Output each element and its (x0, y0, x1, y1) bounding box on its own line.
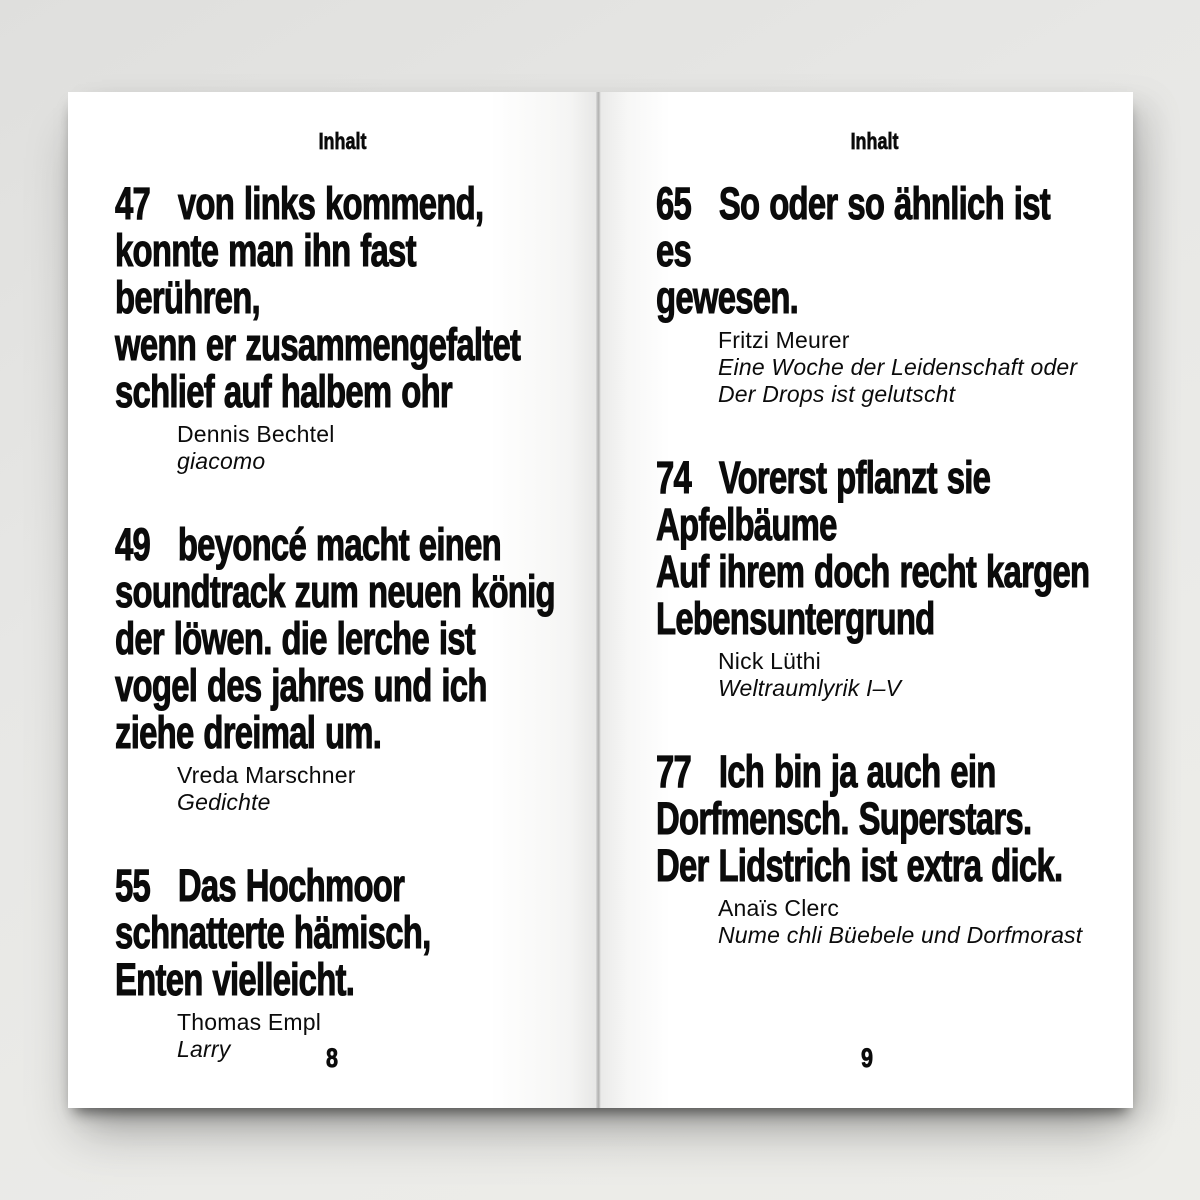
title-line: Apfelbäume (656, 499, 837, 550)
title-text: Vorerst pflanzt sie (718, 452, 991, 503)
title-line (115, 862, 570, 909)
entry-title (115, 862, 570, 1003)
title-line: vogel des jahres und ich (115, 660, 487, 711)
page-number: 9 (860, 1043, 874, 1073)
title-line: Dorfmensch. Superstars. (656, 793, 1032, 844)
entry-credit (177, 762, 570, 816)
title-line: soundtrack zum neuen könig (115, 566, 555, 617)
page-right (601, 92, 1133, 1108)
book-spread (68, 92, 1133, 1108)
title-line (656, 180, 1093, 274)
entry-target-page: 65 (656, 178, 692, 229)
entry-credit (718, 327, 1093, 408)
title-line: konnte man ihn fast berühren, (115, 225, 416, 323)
toc-entry-49 (115, 521, 570, 816)
author-name: Vreda Marschner (177, 762, 356, 788)
entry-title (656, 748, 1093, 889)
title-line: schlief auf halbem ohr (115, 366, 452, 417)
title-text: von links kommend, (177, 178, 484, 229)
entry-title (115, 180, 570, 415)
page-number: 8 (325, 1043, 339, 1073)
title-line: wenn er zusammengefaltet (115, 319, 521, 370)
title-text: So oder so ähnlich ist es (656, 178, 1050, 276)
title-line: Lebensuntergrund (656, 593, 935, 644)
entry-target-page: 55 (115, 860, 151, 911)
title-text: Das Hochmoor (177, 860, 405, 911)
title-line (115, 521, 570, 568)
work-title: Larry (177, 1036, 231, 1062)
toc-entry-74 (656, 454, 1093, 702)
toc-entry-55 (115, 862, 570, 1063)
toc-entry-77 (656, 748, 1093, 949)
page-header: Inhalt (318, 128, 367, 154)
title-text: Ich bin ja auch ein (718, 746, 996, 797)
author-name: Thomas Empl (177, 1009, 322, 1035)
entry-title (115, 521, 570, 756)
entry-credit (718, 895, 1093, 949)
entry-credit (177, 421, 570, 475)
entry-target-page: 49 (115, 519, 151, 570)
title-line: gewesen. (656, 272, 799, 323)
title-line (656, 454, 1093, 501)
work-title: Eine Woche der Leidenschaft oder (718, 354, 1078, 380)
title-line (115, 180, 570, 227)
entry-credit (718, 648, 1093, 702)
title-line: ziehe dreimal um. (115, 707, 382, 758)
work-title: Nume chli Büebele und Dorfmorast (718, 922, 1083, 948)
author-name: Dennis Bechtel (177, 421, 335, 447)
title-line: Der Lidstrich ist extra dick. (656, 840, 1063, 891)
entry-target-page: 77 (656, 746, 692, 797)
entry-title (656, 180, 1093, 321)
title-line: der löwen. die lerche ist (115, 613, 476, 664)
work-title: Der Drops ist gelutscht (718, 381, 956, 407)
entry-target-page: 74 (656, 452, 692, 503)
toc-entry-65 (656, 180, 1093, 408)
entry-target-page: 47 (115, 178, 151, 229)
work-title: Gedichte (177, 789, 271, 815)
title-line: Enten vielleicht. (115, 954, 355, 1005)
page-left (68, 92, 596, 1108)
title-line: schnatterte hämisch, (115, 907, 431, 958)
title-line (656, 748, 1093, 795)
author-name: Fritzi Meurer (718, 327, 850, 353)
toc-entry-47 (115, 180, 570, 475)
work-title: Weltraumlyrik I–V (718, 675, 902, 701)
author-name: Nick Lüthi (718, 648, 821, 674)
author-name: Anaïs Clerc (718, 895, 840, 921)
title-line: Auf ihrem doch recht kargen (656, 546, 1090, 597)
entry-title (656, 454, 1093, 642)
page-header: Inhalt (850, 128, 899, 154)
work-title: giacomo (177, 448, 266, 474)
title-text: beyoncé macht einen (177, 519, 501, 570)
